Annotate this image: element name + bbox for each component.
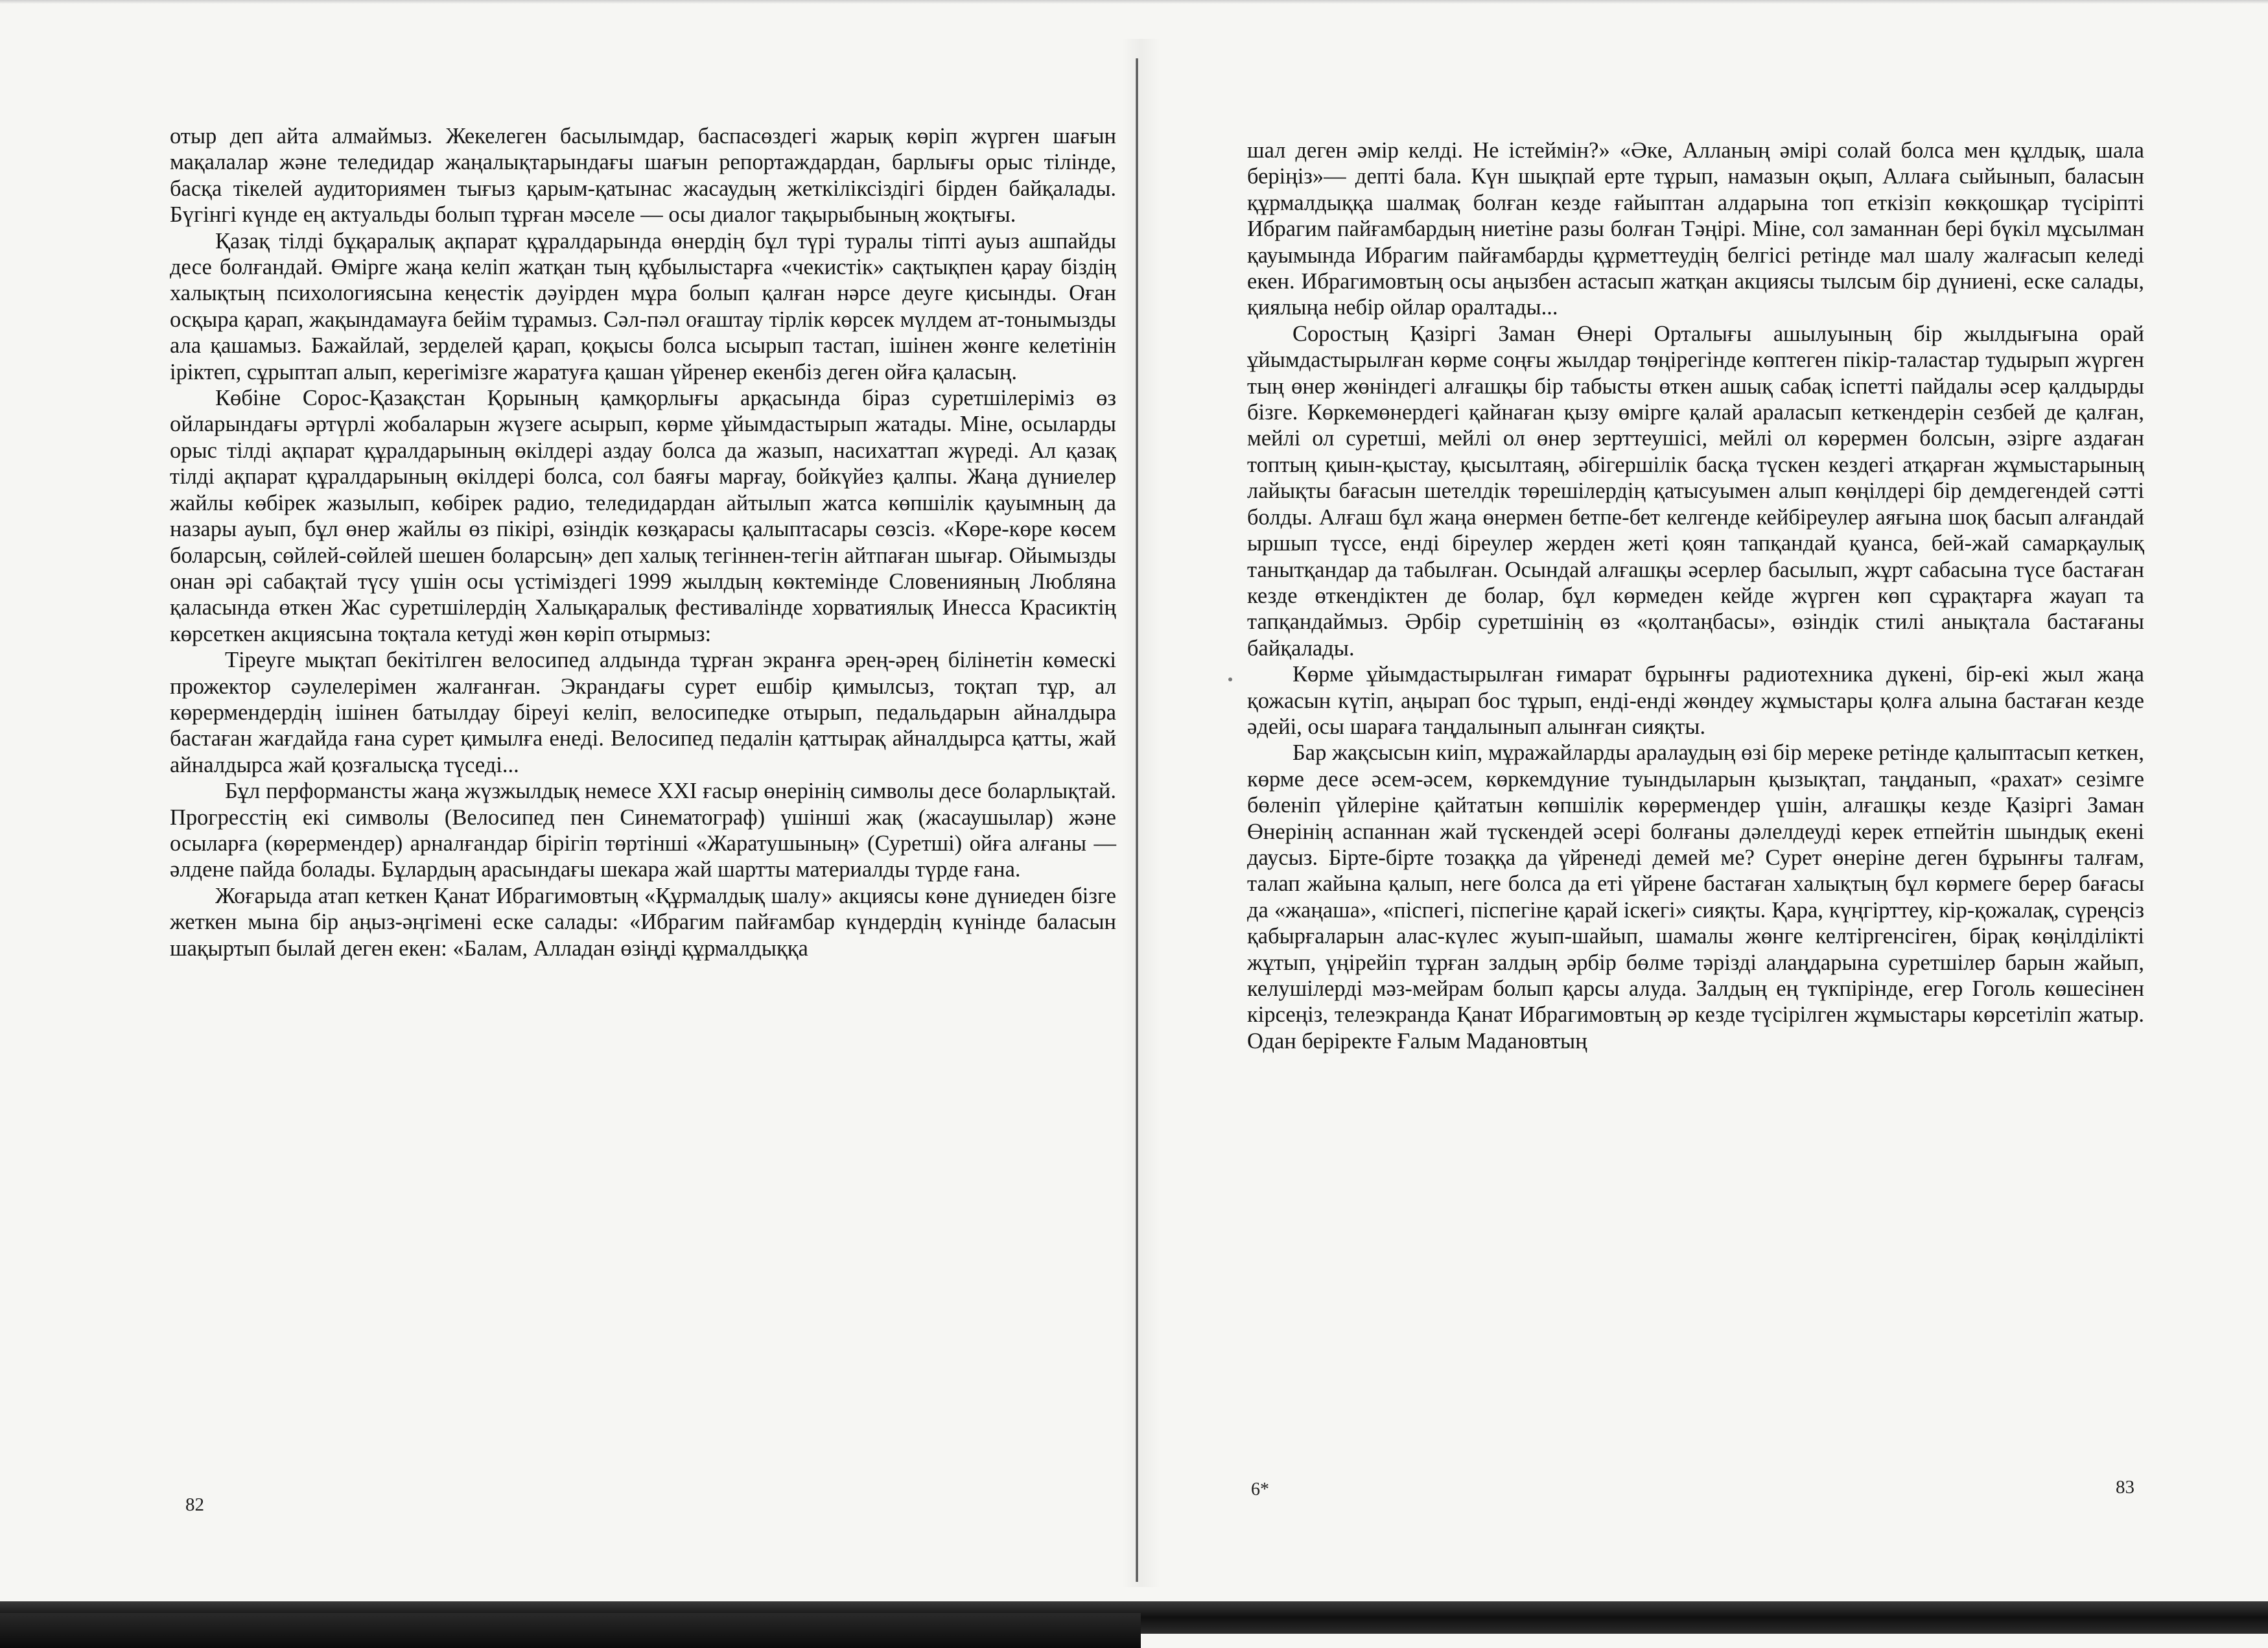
left-paragraph-6: Жоғарыда атап кеткен Қанат Ибрагимовтың «Құрмалдық шалу» акциясы көне дүниеден бізге жеткен мына бір аңыз-әңгімені еске салады: «Ибрагим пайғамбар күндердің күнінде баласын шақыртып былай деген екен: «Балам, Алладан өзіңді құрмалдыққа — [170, 883, 1116, 961]
right-paragraph-2: Соростың Қазіргі Заман Өнері Орталығы ашылуының бір жылдығына орай ұйымдастырылған көрме соңғы жылдар төңірегінде көптеген пікір-таластар тудырып жүрген тың өнер жөніндегі алғашқы бір табысты өткен ашық сабақ іспетті пайдалы әсер қалдырды бізге. Көркемөнердегі қайнаған қызу өмірге қалай араласып кеткендерін сезбей де қалған, мейлі ол суретші, мейлі ол өнер зерттеушісі, мейлі ол көрермен болсын, әзірге аздаған топтың қиын-қыстау, қысылтаяң, әбігершілік басқа түскен кездегі атқарған жұмыстарының лайықты бағасын шетелдік төрешілердің қатысуымен алып көңілдері бір демдегендей сәтті болды. Алғаш бұл жаңа өнермен бетпе-бет келгенде кейбіреулер аяғына шоқ басып алғандай ыршып түссе, енді біреулер жерден жеті қоян тапқандай қуанса, бей-жай самарқаулық танытқандар да табылған. Осындай алғашқы әсерлер басылып, жұрт сабасына түсе бастаған кезде өткендіктен де болар, бұл көрмеден кейде жүрген көп сұрақтарға жауап та тапқандаймыз. Әрбір суретшінің өз «қолтаңбасы», өзіндік стилі анықтала бастағаны байқалады. — [1247, 321, 2144, 661]
right-paragraph-4: Бар жақсысын киіп, мұражайларды аралаудың өзі бір мереке ретінде қалыптасып кеткен, көрме десе әсем-әсем, көркемдүние туындыларын қызықтап, таңданып, «рахат» сезімге бөленіп үйлеріне қайтатын көпшілік көрермендер үшін, алғашқы кезде Қазіргі Заман Өнерінің аспаннан жай түскендей әсері болғаны дәлелдеуді керек етпейтін шындық екені даусыз. Бірте-бірте тозаққа да үйренеді демей ме? Сурет өнеріне деген бұрынғы талғам, талап жайына қалып, неге болса да еті үйрене бастаған халықтың бұл көрмеге берер бағасы да «жаңаша», «піспегі, піспегіне қарай іскегі» сияқты. Қара, күңгірттеу, кір-қожалақ, сүреңсіз қабырғаларын алас-күлес жуып-шайып, шамалы жөнге келтіргенсіген, бірақ көңілділікті жұтып, үңірейіп тұрған залдың әрбір бөлме тәрізді алаңдарына суретшілер барын жайып, келушілерді мәз-мейрам болып қарсы алуда. Залдың ең түкпірінде, егер Гоголь көшесінен кірсеңіз, телеэкранда Қанат Ибрагимовтың әр кезде түсірілген жұмыстары көрсетіліп жатыр. Одан беріректе Ғалым Мадановтың — [1247, 740, 2144, 1054]
signature-mark: 6* — [1251, 1479, 1269, 1500]
book-gutter — [1136, 58, 1138, 1582]
right-page-number: 83 — [2116, 1477, 2134, 1498]
left-paragraph-4: Тіреуге мықтап бекітілген велосипед алдында тұрған экранға әрең-әрең білінетін көмескі прожектор сәулелерімен жалғанған. Экрандағы сурет ешбір қимылсыз, тоқтап тұр, ал көрермендердің ішінен батылдау біреуі келіп, велосипедке отырып, педальдарын айналдыра бастаған жағдайда ғана сурет қимылға енеді. Велосипед педалін қаттырақ айналдырса қатты, жай айналдырса жай қозғалысқа түседі... — [170, 648, 1116, 777]
scan-top-edge — [0, 0, 2268, 4]
left-page — [170, 123, 1116, 961]
left-page-number: 82 — [185, 1494, 204, 1515]
left-paragraph-3: Көбіне Сорос-Қазақстан Қорының қамқорлығы арқасында біраз суретшілеріміз өз ойларындағы әртүрлі жобаларын жүзеге асырып, көрме ұйымдастырып жатады. Міне, осыларды орыс тілді ақпарат құралдарының өкілдері аздау болса да жазып, насихаттап жүреді. Ал қазақ тілді ақпарат құралдарының өкілдері болса, сол баяғы марғау, бойкүйез қалпы. Жаңа дүниелер жайлы көбірек жазылып, көбірек радио, теледидардан айтылып жатса көпшілік қауымның да назары ауып, бұл өнер жайлы өз пікірі, өзіндік көзқарасы қалыптасары сөзсіз. «Көре-көре көсем боларсың, сөйлей-сөйлей шешен боларсың» деп халық тегіннен-тегін айтпаған шығар. Ойымызды онан әрі сабақтай түсу үшін осы үстіміздегі 1999 жылдың көктемінде Словенияның Любляна қаласында өткен Жас суретшілердің Халықаралық фестивалінде хорватиялық Инесса Красиктің көрсеткен акциясына тоқтала кетуді жөн көріп отырмыз: — [170, 386, 1116, 646]
left-paragraph-2: Қазақ тілді бұқаралық ақпарат құралдарында өнердің бұл түрі туралы тіпті ауыз ашпайды десе болғандай. Өмірге жаңа келіп жатқан тың құбылыстарға «чекистік» сақтықпен қарау біздің халықтың психологиясына кеңестік дәуірден мұра болып қалған нәрсе деуге қисынды. Оған осқыра қарап, жақындамауға бейім тұрамыз. Сәл-пәл оғаштау тірлік көрсек мүлдем ат-тонымызды ала қашамыз. Бажайлай, зерделей қарап, қоқысы болса ысырып тастап, ішінен жөнге келетінін іріктеп, сұрыптап алып, керегімізге жаратуға қашан үйренер екенбіз деген ойға қаласың. — [170, 228, 1116, 384]
scan-bottom-shadow-left — [0, 1613, 1141, 1648]
scan-speck — [1228, 677, 1232, 681]
right-paragraph-1: шал деген әмір келді. Не істеймін?» «Әке, Алланың әмірі солай болса мен құлдық, шала беріңіз»— депті бала. Күн шықпай ерте тұрып, намазын оқып, Аллаға сыйынып, баласын құрмалдыққа шалмақ болған кезде ғайыптан алдарына топ еткізіп көкқошқар түсіріпті Ибрагим пайғамбардың ниетіне разы болған Тәңірі. Міне, сол заманнан бері бүкіл мұсылман қауымында Ибрагим пайғамбарды құрметтеудің белгісі ретінде мал шалу жалғасып келеді екен. Ибрагимовтың осы аңызбен астасып жатқан акциясы тылсым бір дүниені, еске салады, қиялыңа небір ойлар оралтады... — [1247, 138, 2144, 320]
left-paragraph-5: Бұл перформансты жаңа жүзжылдық немесе XXI ғасыр өнерінің символы десе боларлықтай. Прогресстің екі символы (Велосипед пен Синематограф) үшінші жақ (жасаушылар) және осыларға (көрермендер) арналғандар бірігіп төртінші «Жаратушының» (Суретші) ойға алғаны — әлдене пайда болады. Бұлардың арасындағы шекара жай шартты материалды түрде ғана. — [170, 779, 1116, 882]
right-paragraph-3: Көрме ұйымдастырылған ғимарат бұрынғы радиотехника дүкені, бір-екі жыл жаңа қожасын күтіп, аңырап бос тұрып, енді-енді жөндеу жұмыстары қолға алына бастаған кезде әдейі, осы шараға таңдалынып алынған сияқты. — [1247, 662, 2144, 739]
right-page — [1247, 137, 2144, 1054]
left-paragraph-1: отыр деп айта алмаймыз. Жекелеген басылымдар, баспасөздегі жарық көріп жүрген шағын мақалалар және теледидар жаңалықтарындағы шағын репортаждардан, барлығы орыс тілінде, басқа тікелей аудиториямен тығыз қарым-қатынас жасаудың жеткіліксіздігі бірден байқалады. Бүгінгі күнде ең актуальды болып тұрған мәселе — осы диалог тақырыбының жоқтығы. — [170, 124, 1116, 228]
book-gutter-shadow — [1121, 39, 1160, 1595]
scan-bottom-edge — [0, 1587, 2268, 1648]
